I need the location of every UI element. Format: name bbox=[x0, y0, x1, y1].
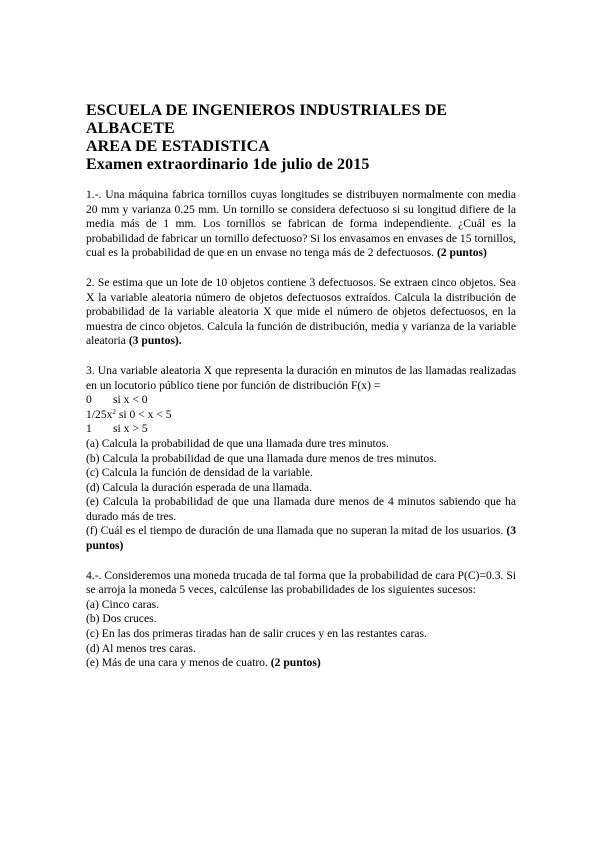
question-1-body bbox=[86, 188, 516, 261]
question-4 bbox=[86, 569, 516, 671]
question-4-item: (d) Al menos tres caras. bbox=[86, 641, 196, 655]
exam-title: Examen extraordinario 1de julio de 2015 bbox=[86, 156, 370, 173]
question-3-item: (f) Cuál es el tiempo de duración de una llamada que no superan la mitad de los usuarios. bbox=[86, 524, 504, 538]
area-name: AREA DE ESTADISTICA bbox=[86, 138, 270, 155]
question-3-item-last bbox=[86, 524, 516, 553]
question-3 bbox=[86, 364, 516, 554]
distribution-exponent: 2 bbox=[112, 407, 116, 416]
question-2-points: (3 puntos). bbox=[128, 334, 182, 348]
exam-header bbox=[86, 102, 516, 174]
question-4-item-last bbox=[86, 656, 516, 671]
exam-content bbox=[86, 102, 516, 686]
question-3-item: (e) Calcula la probabilidad de que una llamada dure menos de 4 minutos sabiendo que ha durado más de tres. bbox=[86, 495, 516, 523]
question-4-intro: 4.-. Consideremos una moneda trucada de tal forma que la probabilidad de cara P(C)=0.3. Si se arroja la moneda 5 veces, calcúlense las probabilidades de los siguientes sucesos: bbox=[86, 568, 516, 597]
question-3-intro: 3. Una variable aleatoria X que representa la duración en minutos de las llamadas realizadas en un locutorio público tiene por función de distribución F(x) = bbox=[86, 363, 516, 392]
distribution-condition: si x > 5 bbox=[113, 422, 148, 436]
question-1 bbox=[86, 188, 516, 261]
question-3-item: (a) Calcula la probabilidad de que una llamada dure tres minutos. bbox=[86, 436, 389, 450]
question-4-points: (2 puntos) bbox=[270, 656, 321, 670]
question-3-points: (3 puntos) bbox=[86, 524, 516, 553]
question-1-points: (2 puntos) bbox=[436, 246, 487, 260]
distribution-row bbox=[86, 393, 516, 408]
question-1-text: 1.-. Una máquina fabrica tornillos cuyas longitudes se distribuyen normalmente con media 20 mm y varianza 0.25 mm. Un tornillo se considera defectuoso si su longitud difiere de la media más de 1 mm. Los tornillos se fabrican de forma independiente. ¿Cuál es la probabilidad de fabricar un tornillo defectuoso? Si los envasamos en envases de 15 tornillos, cual es la probabilidad de que en un envase no tenga más de 2 defectuosos. bbox=[86, 188, 516, 260]
distribution-row bbox=[86, 422, 516, 437]
question-2-text: 2. Se estima que un lote de 10 objetos contiene 3 defectuosos. Se extraen cinco objetos. Sea X la variable aleatoria número de objetos defectuosos extraídos. Calcula la distribución de probabilidad de la variable aleatoria X que mide el número de objetos defectuosos, en la muestra de cinco objetos. Calcula la función de distribución, media y varianza de la variable aleatoria bbox=[86, 275, 516, 348]
question-3-item: (b) Calcula la probabilidad de que una llamada dure menos de tres minutos. bbox=[86, 451, 437, 465]
question-3-item: (d) Calcula la duración esperada de una llamada. bbox=[86, 480, 312, 494]
question-4-item: (e) Más de una cara y menos de cuatro. bbox=[86, 656, 268, 670]
question-2-body bbox=[86, 276, 516, 349]
question-2 bbox=[86, 276, 516, 349]
question-4-item: (a) Cinco caras. bbox=[86, 597, 160, 611]
distribution-value: 1/25x bbox=[86, 407, 113, 421]
question-4-item: (b) Dos cruces. bbox=[86, 612, 157, 626]
school-name: ESCUELA DE INGENIEROS INDUSTRIALES DE ALBACETE bbox=[86, 102, 448, 137]
distribution-value: 1 bbox=[86, 422, 92, 436]
distribution-row bbox=[86, 408, 516, 423]
distribution-value: 0 bbox=[86, 393, 92, 407]
question-4-item: (c) En las dos primeras tiradas han de salir cruces y en las restantes caras. bbox=[86, 627, 427, 641]
question-3-item: (c) Calcula la función de densidad de la variable. bbox=[86, 466, 313, 480]
distribution-condition: si 0 < x < 5 bbox=[118, 407, 172, 421]
distribution-condition: si x < 0 bbox=[113, 393, 148, 407]
